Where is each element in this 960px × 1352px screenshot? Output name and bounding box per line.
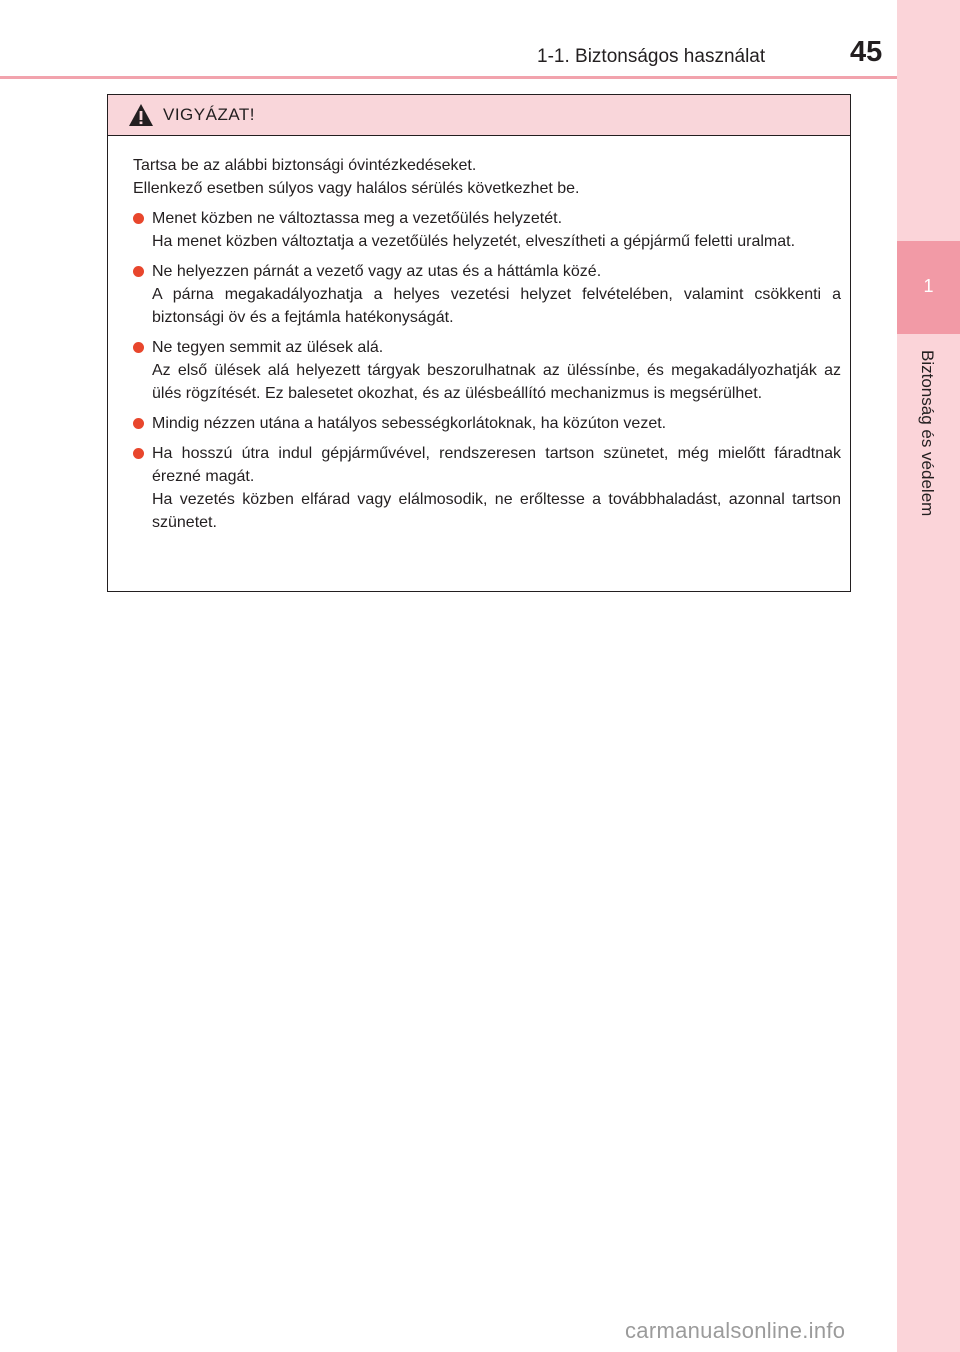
- bullet-icon: [133, 418, 144, 429]
- chapter-number: 1: [923, 276, 934, 296]
- caution-body: [108, 136, 850, 534]
- bullet-icon: [133, 342, 144, 353]
- caution-item: [133, 207, 841, 253]
- item-detail: Ha menet közben változtatja a vezetőülés helyzetét, elveszítheti a gépjármű feletti uralmat.: [152, 233, 796, 250]
- caution-intro: [133, 154, 841, 200]
- item-detail: A párna megakadályozhatja a helyes vezetési helyzet felvételében, valamint csökkenti a biztonsági öv és a fejtámla hatékonyságát.: [152, 286, 841, 326]
- chapter-title: Biztonság és védelem: [918, 350, 937, 517]
- item-heading: Mindig nézzen utána a hatályos sebességkorlátoknak, ha közúton vezet.: [152, 415, 667, 432]
- warning-triangle-icon: [128, 103, 154, 127]
- intro-line: Tartsa be az alábbi biztonsági óvintézkedéseket.: [133, 157, 477, 174]
- bullet-icon: [133, 448, 144, 459]
- section-title: 1-1. Biztonságos használat: [537, 46, 766, 67]
- item-heading: Menet közben ne változtassa meg a vezetőülés helyzetét.: [152, 210, 563, 227]
- caution-item: [133, 336, 841, 405]
- item-detail: Az első ülések alá helyezett tárgyak beszorulhatnak az üléssínbe, és megakadályozhatják az ülés rögzítését. Ez balesetet okozhat, és az ülésbeállító mechanizmus is megsérülhet.: [152, 362, 841, 402]
- page-number: 45: [850, 36, 883, 68]
- bullet-icon: [133, 266, 144, 277]
- intro-line: Ellenkező esetben súlyos vagy halálos sérülés következhet be.: [133, 180, 580, 197]
- header-rule: [0, 76, 897, 79]
- item-heading: Ne helyezzen párnát a vezető vagy az utas és a háttámla közé.: [152, 263, 602, 280]
- caution-item: [133, 442, 841, 534]
- side-strip: [897, 0, 960, 1352]
- item-heading: Ha hosszú útra indul gépjárművével, rendszeresen tartson szünetet, még mielőtt fáradtnak érezné magát.: [152, 445, 841, 485]
- bullet-icon: [133, 213, 144, 224]
- item-detail: Ha vezetés közben elfárad vagy elálmosodik, ne erőltesse a továbbhaladást, azonnal tartson szünetet.: [152, 491, 841, 531]
- caution-item: [133, 260, 841, 329]
- caution-title: VIGYÁZAT!: [163, 105, 256, 124]
- caution-box: [107, 94, 851, 592]
- item-heading: Ne tegyen semmit az ülések alá.: [152, 339, 384, 356]
- caution-header: [108, 95, 850, 136]
- watermark: carmanualsonline.info: [625, 1318, 846, 1343]
- caution-item: [133, 412, 841, 435]
